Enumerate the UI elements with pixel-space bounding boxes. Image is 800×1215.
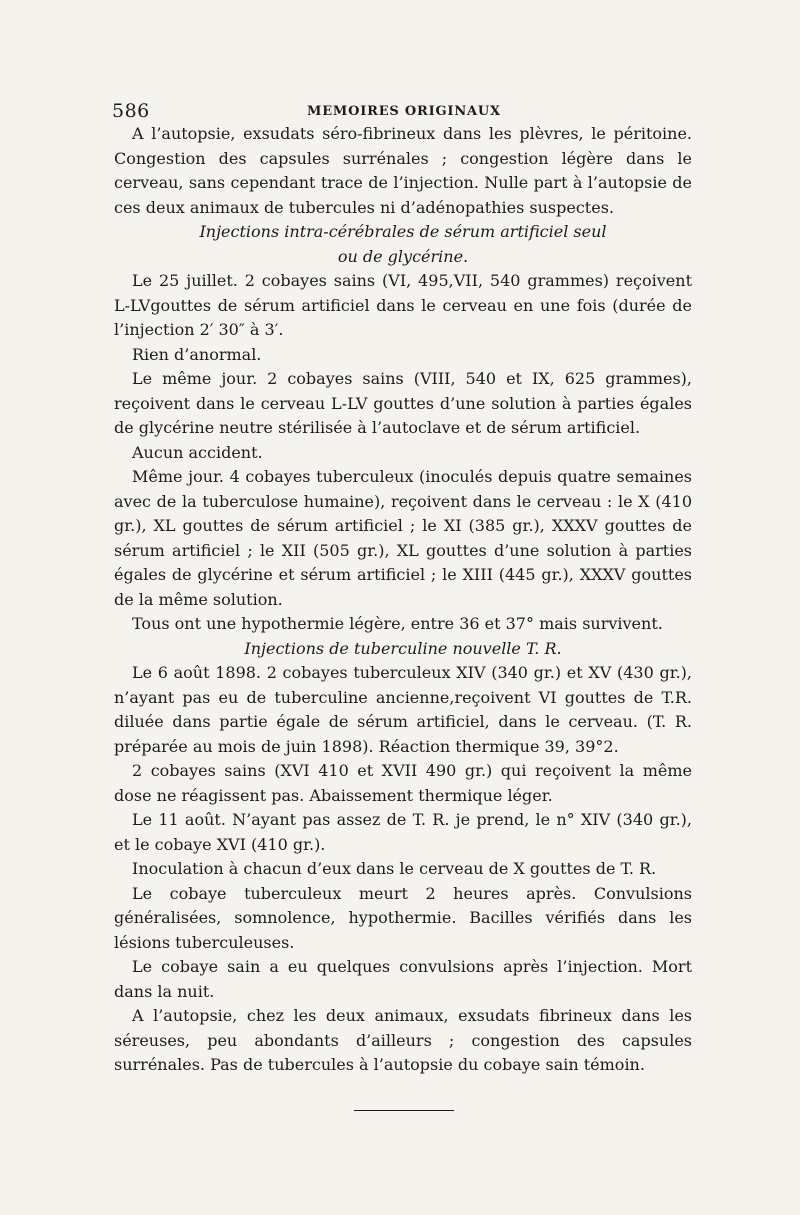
section-title [114, 220, 692, 269]
body-text [114, 122, 692, 1078]
paragraph: 2 cobayes sains (XVI 410 et XVII 490 gr.) qui reçoivent la même dose ne réagissent pas. Abaissement thermique léger. [114, 761, 692, 805]
section-title-line: ou de glycérine. [337, 246, 469, 266]
paragraph: Même jour. 4 cobayes tuberculeux (inoculés depuis quatre semaines avec de la tuberculose humaine), reçoivent dans le cerveau : le X (410 gr.), XL gouttes de sérum artificiel ; le XI (385 gr.), XXXV gouttes de sérum artificiel ; le XII (505 gr.), XL gouttes d’une solution à parties égales de glycérine et sérum artificiel ; le XIII (445 gr.), XXXV gouttes de la même solution. [114, 467, 692, 609]
paragraph: A l’autopsie, exsudats séro-fibrineux dans les plèvres, le péritoine. Congestion des capsules surrénales ; congestion légère dans le cerveau, sans cependant trace de l’injection. Nulle part à l’autopsie de ces deux animaux de tubercules ni d’adénopathies suspectes. [114, 124, 692, 217]
paragraph: Inoculation à chacun d’eux dans le cerveau de X gouttes de T. R. [132, 859, 657, 878]
paragraph: Le 6 août 1898. 2 cobayes tuberculeux XIV (340 gr.) et XV (430 gr.), n’ayant pas eu de tuberculine ancienne,reçoivent VI gouttes de T.R. diluée dans partie égale de sérum artificiel, dans le cerveau. (T. R. préparée au mois de juin 1898). Réaction thermique 39, 39°2. [114, 663, 692, 756]
paragraph: Le même jour. 2 cobayes sains (VIII, 540 et IX, 625 grammes), reçoivent dans le cerveau L-LV gouttes d’une solution à parties égales de glycérine neutre stérilisée à l’autoclave et de sérum artificiel. [114, 369, 692, 437]
paragraph: A l’autopsie, chez les deux animaux, exsudats fibrineux dans les séreuses, peu abondants d’ailleurs ; congestion des capsules surrénales. Pas de tubercules à l’autopsie du cobaye sain témoin. [114, 1006, 692, 1074]
paragraph: Le cobaye sain a eu quelques convulsions après l’injection. Mort dans la nuit. [114, 957, 692, 1001]
paragraph: Aucun accident. [132, 442, 263, 462]
page-number: 586 [112, 100, 150, 122]
running-title: MEMOIRES ORIGINAUX [307, 104, 501, 119]
paragraph: Tous ont une hypothermie légère, entre 36 et 37° mais survivent. [132, 614, 663, 633]
paragraph: Le 25 juillet. 2 cobayes sains (VI, 495,VII, 540 grammes) reçoivent L-LVgouttes de sérum artificiel dans le cerveau en une fois (durée de l’injection 2′ 30″ à 3′. [114, 271, 692, 339]
paragraph: Rien d’anormal. [132, 344, 262, 364]
section-title-line: Injections intra-cérébrales de sérum artificiel seul [199, 222, 607, 241]
end-rule [354, 1110, 454, 1111]
paragraph: Le 11 août. N’ayant pas assez de T. R. je prend, le n° XIV (340 gr.), et le cobaye XVI (410 gr.). [114, 810, 692, 854]
section-title: Injections de tuberculine nouvelle T. R. [244, 638, 562, 658]
paragraph: Le cobaye tuberculeux meurt 2 heures après. Convulsions généralisées, somnolence, hypothermie. Bacilles vérifiés dans les lésions tuberculeuses. [114, 883, 692, 952]
page-header [112, 100, 692, 124]
